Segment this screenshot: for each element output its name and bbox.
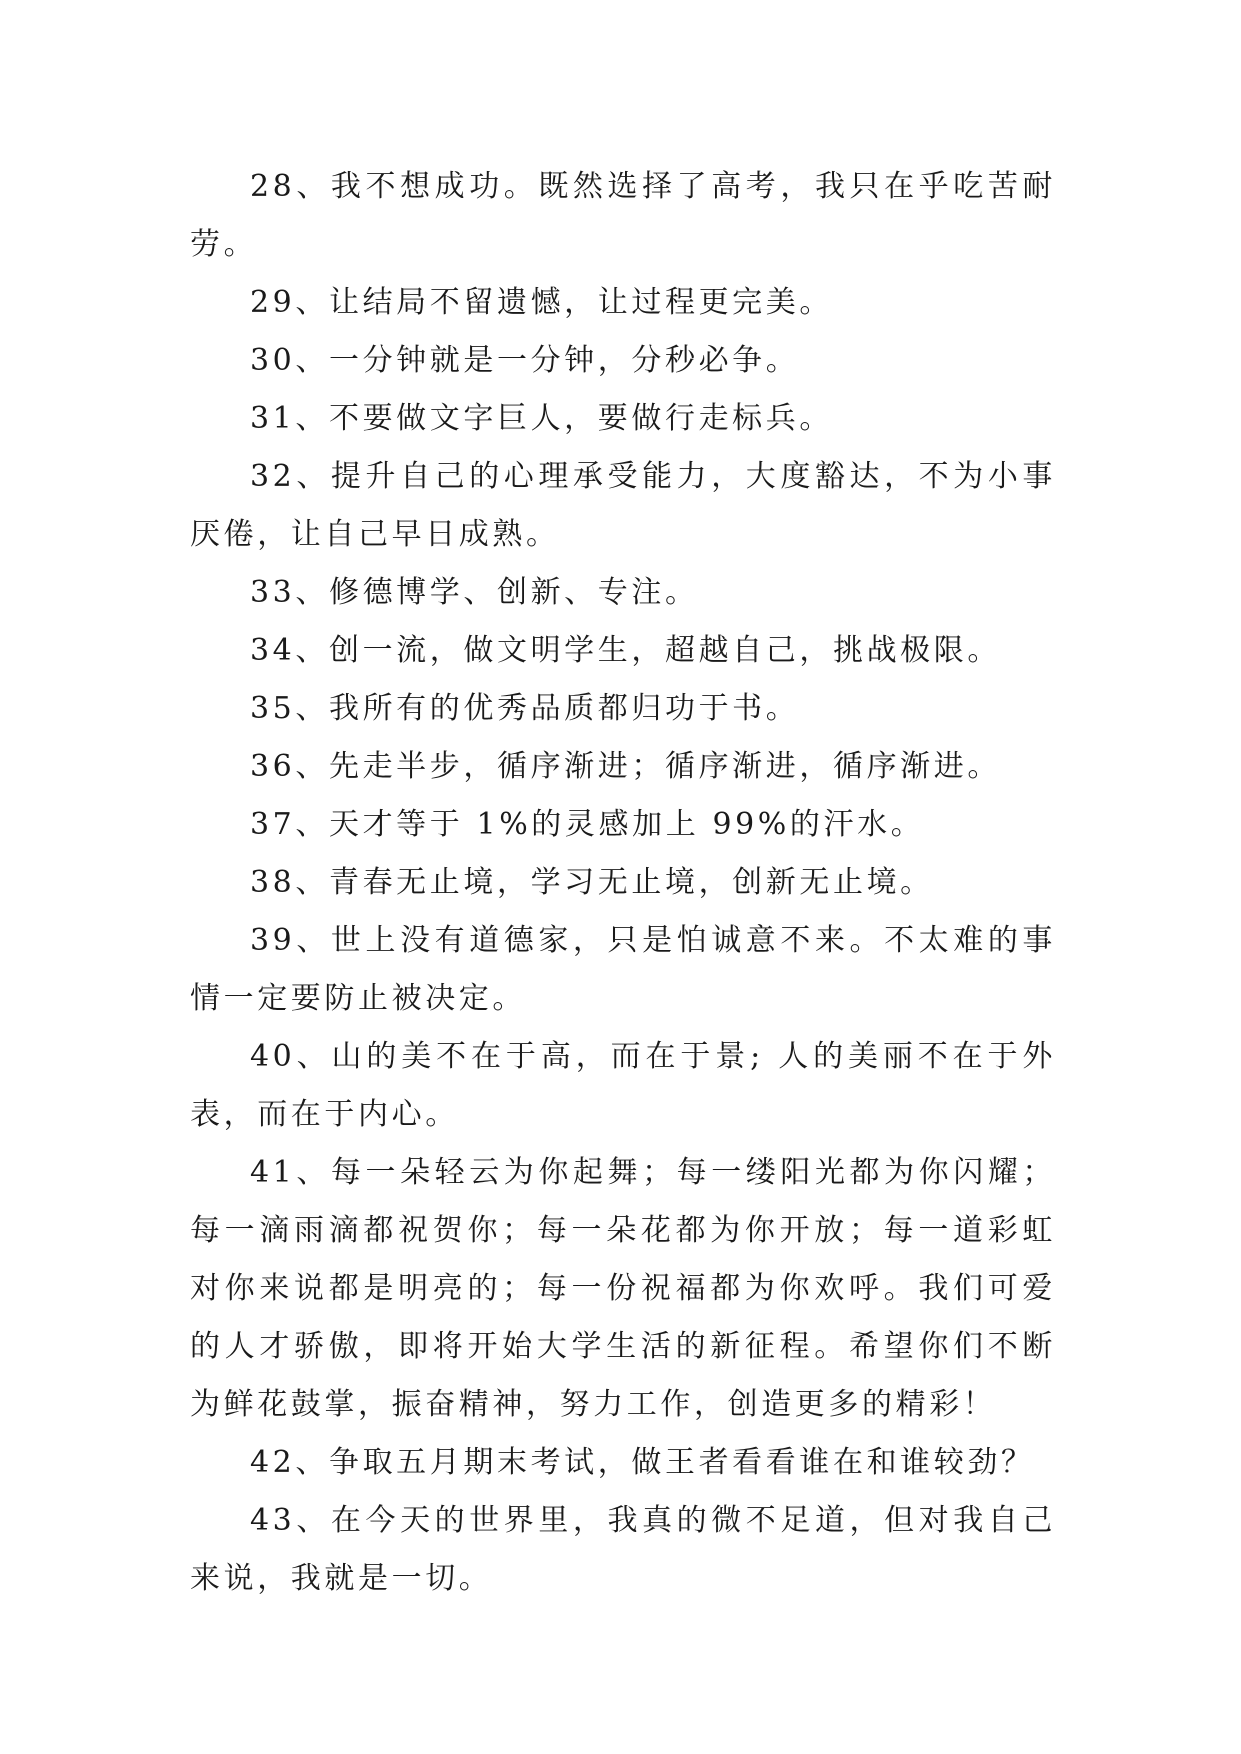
paragraph-35: 35、我所有的优秀品质都归功于书。	[250, 691, 800, 726]
paragraph-37: 37、天才等于 1%的灵感加上 99%的汗水。	[250, 807, 925, 842]
paragraph-41: 41、每一朵轻云为你起舞；每一缕阳光都为你闪耀；每一滴雨滴都祝贺你；每一朵花都为你开放；每一道彩虹对你来说都是明亮的；每一份祝福都为你欢呼。我们可爱的人才骄傲，即将开始大学生活的新征程。希望你们不断为鲜花鼓掌，振奋精神，努力工作，创造更多的精彩！	[190, 1155, 1056, 1422]
paragraph-40: 40、山的美不在于高，而在于景; 人的美丽不在于外表，而在于内心。	[190, 1039, 1056, 1132]
paragraph-39: 39、世上没有道德家，只是怕诚意不来。不太难的事情一定要防止被决定。	[190, 923, 1056, 1016]
paragraph-30: 30、一分钟就是一分钟，分秒必争。	[250, 343, 800, 378]
paragraph-28: 28、我不想成功。既然选择了高考，我只在乎吃苦耐劳。	[190, 169, 1056, 262]
paragraph-43: 43、在今天的世界里，我真的微不足道，但对我自己来说，我就是一切。	[190, 1503, 1056, 1596]
paragraph-29: 29、让结局不留遗憾，让过程更完美。	[250, 285, 833, 320]
paragraph-34: 34、创一流，做文明学生，超越自己，挑战极限。	[250, 633, 1001, 668]
paragraph-38: 38、青春无止境，学习无止境，创新无止境。	[250, 865, 934, 900]
paragraph-32: 32、提升自己的心理承受能力，大度豁达，不为小事厌倦，让自己早日成熟。	[190, 459, 1056, 552]
paragraph-33: 33、修德博学、创新、专注。	[250, 575, 699, 610]
paragraph-31: 31、不要做文字巨人，要做行走标兵。	[250, 401, 833, 436]
paragraph-36: 36、先走半步，循序渐进；循序渐进，循序渐进。	[250, 749, 1001, 784]
paragraph-42: 42、争取五月期末考试，做王者看看谁在和谁较劲？	[250, 1445, 1035, 1480]
document-body	[190, 158, 1056, 1608]
